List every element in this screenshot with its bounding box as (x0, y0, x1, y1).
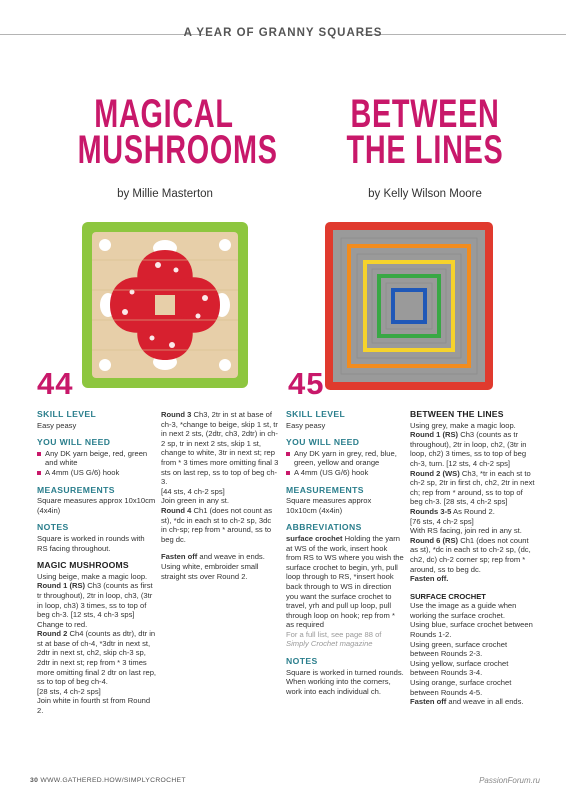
left-round-4 (161, 506, 279, 544)
left-round-1 (37, 581, 157, 619)
left-need-heading: YOU WILL NEED (37, 437, 111, 448)
right-surface-text: Using blue, surface crochet between Rounds 1-2. (410, 620, 533, 640)
left-pattern-text: Change to red. (37, 619, 88, 629)
round-text: Ch3 (counts as tr throughout), 2tr in loop, ch2, (3tr in loop, ch2) 3 times, ss to top of beg ch-3, turn. [12 sts, 4 ch-2 sps] (410, 430, 527, 468)
right-final-fasten-off (410, 697, 535, 707)
right-skill-heading: SKILL LEVEL (286, 409, 346, 419)
right-round-6 (410, 536, 535, 574)
abbreviation-term: surface crochet (286, 533, 343, 543)
left-skill-heading: SKILL LEVEL (37, 409, 97, 419)
right-column-a (286, 410, 404, 696)
right-column-b (410, 410, 535, 707)
left-title-line2: MUSHROOMS (77, 128, 278, 172)
round-text: Ch1 (does not count as st), *dc in each st to ch-2 sp, 3dc in ch-sp; rep from * around, ss to beg dc. (161, 505, 273, 544)
footer-url: WWW.GATHERED.HOW/SIMPLYCROCHET (40, 777, 186, 784)
round-text: Ch3, *tr in each st to ch-2 sp, 2tr in first ch, ch2, 2tr in next ch; rep from * around, ss to top of beg ch-3. [28 sts, 4 ch-2 sps] (410, 468, 535, 507)
round-text: Ch3, 2tr in st at base of ch-3, *change to beige, skip 1 st, tr in next 2 sts, (2dtr, ch3, 2dtr) in ch-2 sp, tr in next 2 sts, skip 1 st, change to white, 3tr in next st; rep from * 3 times more omitting final 3 sts on last rep, ss to top of beg ch-3. (161, 410, 279, 487)
left-pattern-number: 44 (37, 366, 74, 401)
left-byline: by Millie Masterton (117, 188, 213, 200)
right-surface-text: Using green, surface crochet between Rounds 2-3. (410, 639, 508, 659)
right-fasten-off: Fasten off. (410, 574, 449, 584)
right-rounds-3-5 (410, 507, 535, 517)
right-abbreviations-heading: ABBREVIATIONS (286, 522, 362, 533)
lines-square-image (323, 220, 495, 392)
right-round-1 (410, 430, 535, 468)
right-pattern-number: 45 (288, 366, 325, 401)
right-abbr-note-magazine: Simply Crochet magazine (286, 639, 373, 649)
left-round-3 (161, 410, 279, 487)
round-label: Round 2 (37, 629, 68, 639)
right-skill: Easy peasy (286, 420, 326, 430)
round-label: Rounds 3-5 (410, 506, 452, 516)
right-byline: by Kelly Wilson Moore (368, 188, 482, 200)
left-pattern-heading: MAGIC MUSHROOMS (37, 560, 129, 571)
round-label: Round 1 (RS) (37, 581, 86, 591)
watermark: PassionForum.ru (479, 776, 540, 785)
left-title-line1: MAGICAL (94, 92, 234, 136)
right-title-line2: THE LINES (346, 128, 504, 172)
right-surface-text: Using orange, surface crochet between Rounds 4-5. (410, 678, 512, 697)
left-title (77, 92, 278, 172)
right-title (339, 92, 512, 172)
left-column-a (37, 410, 157, 716)
round-text: Ch4 (counts as dtr), dtr in st at base of ch-4, *3dtr in next st, 2dtr in next st, ch2, skip ch-3 sp, 2dtr in next st; rep from * 3 times more omitting final 2 dtr on last rep, ss to top of beg ch-4. (37, 629, 157, 687)
left-measurements-heading: MEASUREMENTS (37, 484, 115, 495)
left-pattern-text: Join green in any st. (161, 496, 229, 506)
round-label: Round 6 (RS) (410, 535, 459, 545)
right-measurements-heading: MEASUREMENTS (286, 484, 364, 495)
right-surface-text: Use the image as a guide when working the surface crochet. (410, 601, 517, 620)
round-label: Round 3 (161, 410, 192, 419)
round-label: Round 2 (WS) (410, 468, 460, 478)
round-text: As Round 2. (451, 506, 495, 516)
round-text: Ch1 (does not count as st), *dc in each st to ch-2 sp, (dc, ch2, dc) ch-2 corner sp; rep from * around, ss to beg dc. (410, 535, 531, 574)
right-pattern-heading: BETWEEN THE LINES (410, 409, 504, 419)
round-label: Round 4 (161, 505, 192, 515)
right-pattern-text: [76 sts, 4 ch-2 sps] (410, 516, 474, 526)
left-pattern-text: Join white in fourth st from Round 2. (37, 696, 151, 716)
fasten-off-label: Fasten off (410, 697, 447, 707)
left-pattern-text: Using beige, make a magic loop. (37, 571, 148, 581)
left-pattern-text: [28 sts, 4 ch-2 sps] (37, 686, 101, 696)
left-measurements: Square measures approx 10x10cm (4x4in) (37, 496, 156, 515)
left-notes: Square is worked in rounds with RS facing throughout. (37, 533, 145, 553)
right-surface-text: Using yellow, surface crochet between Rounds 3-4. (410, 658, 509, 678)
right-measurements: Square measures approx 10x10cm (4x4in) (286, 496, 372, 515)
left-need-item: A 4mm (US G/6) hook (37, 468, 157, 478)
mushroom-square-image (80, 220, 250, 390)
right-surface-crochet-heading: SURFACE CROCHET (410, 591, 486, 601)
left-notes-heading: NOTES (37, 522, 69, 533)
right-pattern-text: Using grey, make a magic loop. (410, 420, 516, 430)
fasten-off-text: and weave in all ends. (446, 697, 524, 707)
right-round-2 (410, 469, 535, 507)
right-title-line1: BETWEEN (350, 92, 500, 136)
round-label: Round 1 (RS) (410, 430, 459, 440)
left-need-item: Any DK yarn beige, red, green and white (37, 449, 157, 468)
right-need-heading: YOU WILL NEED (286, 437, 360, 448)
fasten-off-text: and weave in ends. Using white, embroider small straight sts over Round 2. (161, 552, 265, 581)
right-pattern-text: With RS facing, join red in any st. (410, 526, 522, 536)
left-fasten-off (161, 552, 279, 581)
section-title: A YEAR OF GRANNY SQUARES (183, 27, 383, 39)
right-abbr-note: For a full list, see page 88 of (286, 629, 382, 639)
left-pattern-text: [44 sts, 4 ch-2 sps] (161, 486, 225, 496)
page-number: 30 (30, 777, 39, 784)
abbreviation-text: Holding the yarn at WS of the work, insert hook from RS to WS where you wish the surface crochet to begin, yrh, pull loop through to RS, *insert hook back through to WS in direction you want the surface crochet to travel, yrh and pull up loop, pull through loop on hook; rep from * as required (286, 533, 404, 630)
footer (30, 777, 186, 784)
fasten-off-label: Fasten off (161, 552, 198, 562)
right-abbreviation (286, 534, 404, 630)
right-notes: Square is worked in turned rounds. When working into the corners, work into each individual ch. (286, 667, 404, 696)
right-notes-heading: NOTES (286, 656, 318, 667)
left-round-2 (37, 629, 157, 687)
left-column-b (161, 410, 279, 581)
round-text: Ch3 (counts as first tr throughout), 2tr in loop, ch3, (3tr in loop, ch3) 3 times, ss to top of beg ch-3. [12 sts, 4 ch-3 sps] (37, 581, 153, 620)
right-need-item: Any DK yarn in grey, red, blue, green, yellow and orange (286, 449, 404, 468)
left-skill: Easy peasy (37, 420, 77, 430)
right-need-item: A 4mm (US G/6) hook (286, 468, 404, 478)
